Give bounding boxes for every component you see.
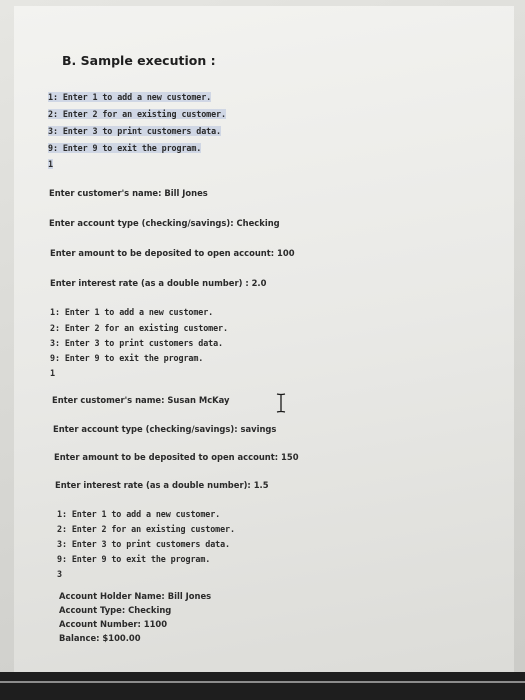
menu2-choice: 1 — [50, 368, 55, 378]
menu3-line4: 9: Enter 9 to exit the program. — [57, 554, 211, 564]
menu2-line2: 2: Enter 2 for an existing customer. — [50, 323, 228, 333]
customer2-type-prompt: Enter account type (checking/savings): savings — [53, 424, 277, 434]
menu2-line4: 9: Enter 9 to exit the program. — [50, 353, 204, 363]
customer2-amount-prompt: Enter amount to be deposited to open account: 150 — [54, 452, 299, 462]
menu1-choice: 1 — [48, 159, 53, 169]
customer1-type-prompt: Enter account type (checking/savings): Checking — [49, 218, 280, 228]
text-cursor-icon — [275, 393, 287, 413]
bezel-line — [0, 681, 525, 683]
customer1-name-prompt: Enter customer's name: Bill Jones — [49, 188, 208, 198]
menu1-line4: 9: Enter 9 to exit the program. — [48, 143, 202, 153]
report-balance: Balance: $100.00 — [59, 633, 141, 643]
customer2-name-prompt: Enter customer's name: Susan McKay — [52, 395, 230, 405]
menu1-line3: 3: Enter 3 to print customers data. — [48, 126, 221, 136]
customer1-rate-prompt: Enter interest rate (as a double number) : 2.0 — [50, 278, 267, 288]
menu1-line1: 1: Enter 1 to add a new customer. — [48, 92, 212, 102]
menu2-line1: 1: Enter 1 to add a new customer. — [50, 307, 214, 317]
menu1-line2: 2: Enter 2 for an existing customer. — [48, 109, 226, 119]
document-page — [14, 6, 514, 672]
bottom-bezel — [0, 672, 525, 700]
menu3-line2: 2: Enter 2 for an existing customer. — [57, 524, 235, 534]
menu2-line3: 3: Enter 3 to print customers data. — [50, 338, 223, 348]
report-account-number: Account Number: 1100 — [59, 619, 168, 629]
report-holder-name: Account Holder Name: Bill Jones — [59, 591, 212, 601]
report-account-type: Account Type: Checking — [59, 605, 172, 615]
menu3-choice: 3 — [57, 569, 62, 579]
menu3-line3: 3: Enter 3 to print customers data. — [57, 539, 230, 549]
customer2-rate-prompt: Enter interest rate (as a double number): 1.5 — [55, 480, 269, 490]
section-heading: B. Sample execution : — [62, 53, 216, 68]
menu3-line1: 1: Enter 1 to add a new customer. — [57, 509, 221, 519]
customer1-amount-prompt: Enter amount to be deposited to open account: 100 — [50, 248, 295, 258]
